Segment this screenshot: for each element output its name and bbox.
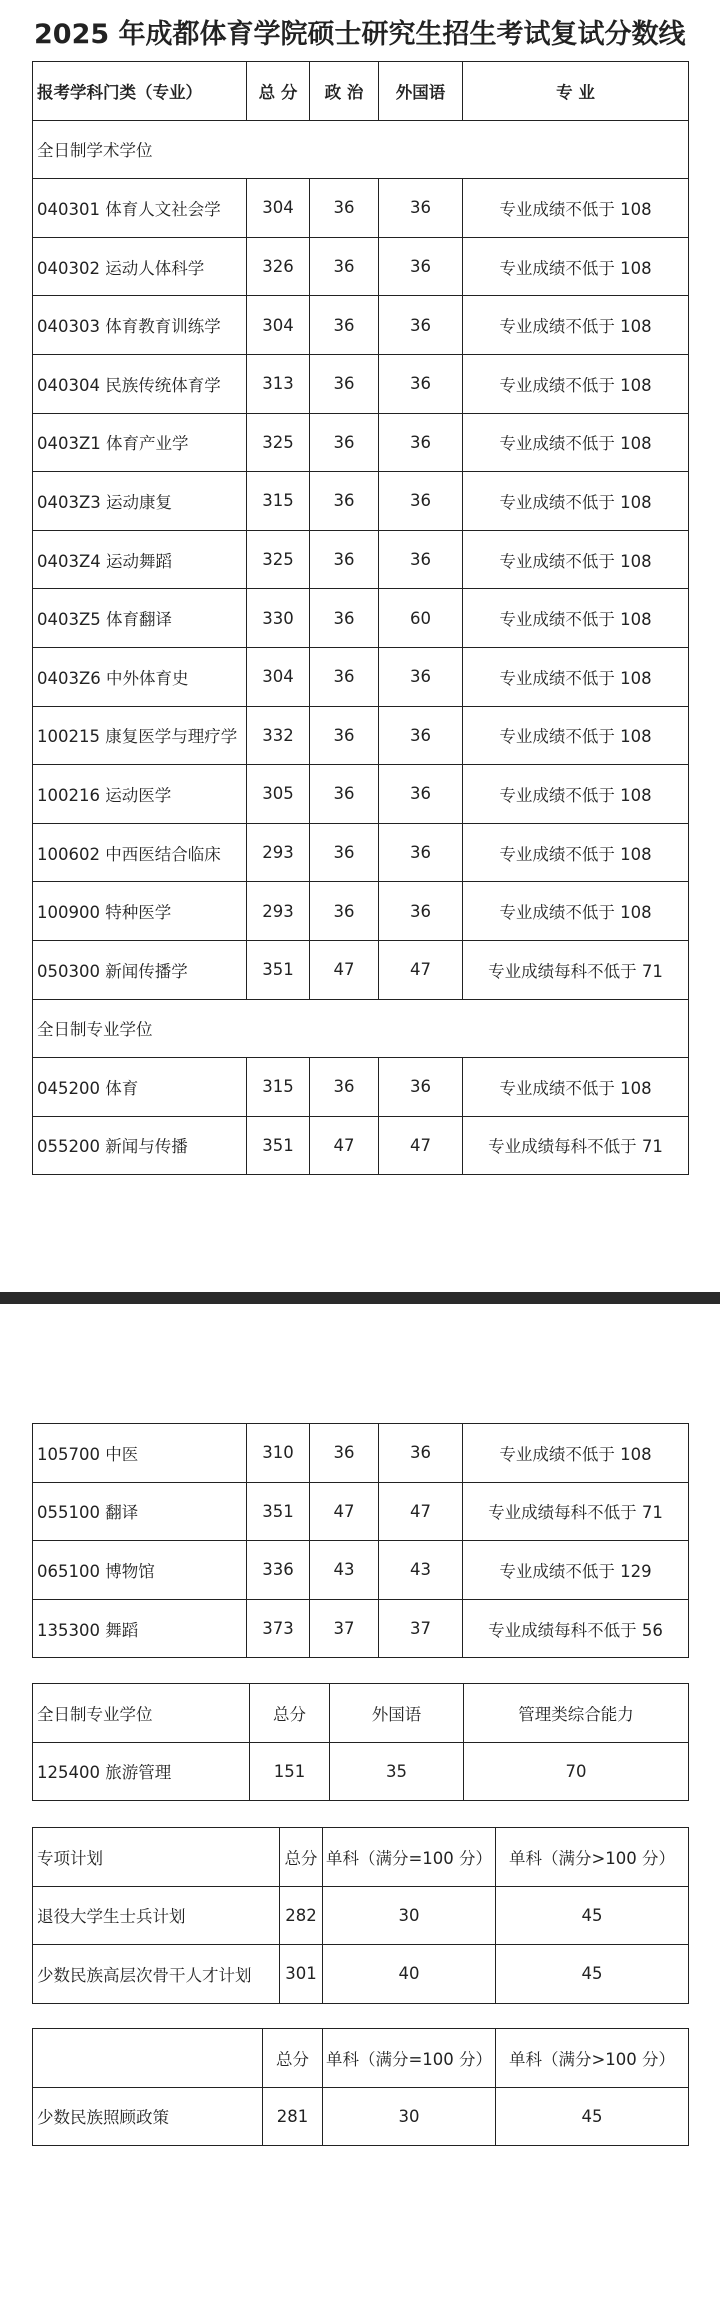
score-cell: 36: [379, 1058, 463, 1117]
score-cell: 36: [310, 823, 379, 882]
table-header-row: [33, 62, 689, 121]
program-name: 045200 体育: [33, 1058, 247, 1117]
table-row: [33, 940, 689, 999]
table-row: [33, 1058, 689, 1117]
score-cell: 36: [379, 647, 463, 706]
table-row: [33, 296, 689, 355]
table-row: [33, 1945, 689, 2004]
table-row: [33, 1886, 689, 1945]
program-name: 少数民族照顾政策: [33, 2087, 263, 2146]
column-header: 总 分: [247, 62, 310, 121]
column-header: 全日制专业学位: [33, 1684, 250, 1743]
score-cell: 专业成绩不低于 108: [463, 179, 689, 238]
program-name: 0403Z5 体育翻译: [33, 589, 247, 648]
column-header: 单科（满分=100 分）: [323, 2029, 496, 2088]
score-cell: 47: [379, 940, 463, 999]
score-cell: 专业成绩不低于 108: [463, 1058, 689, 1117]
program-name: 105700 中医: [33, 1424, 247, 1483]
table-row: [33, 354, 689, 413]
table-header-row: [33, 1828, 689, 1887]
column-header: 专项计划: [33, 1828, 280, 1887]
program-name: 0403Z6 中外体育史: [33, 647, 247, 706]
score-cell: 60: [379, 589, 463, 648]
score-cell: 专业成绩不低于 108: [463, 706, 689, 765]
table-row: [33, 823, 689, 882]
score-cell: 70: [464, 1742, 689, 1801]
score-cell: 36: [310, 1424, 379, 1483]
program-name: 0403Z1 体育产业学: [33, 413, 247, 472]
score-cell: 304: [247, 179, 310, 238]
program-name: 135300 舞蹈: [33, 1599, 247, 1658]
score-cell: 专业成绩不低于 108: [463, 589, 689, 648]
score-cell: 30: [323, 1886, 496, 1945]
score-cell: 293: [247, 882, 310, 941]
table-row: [33, 1482, 689, 1541]
table-row: [33, 472, 689, 531]
score-cell: 36: [379, 237, 463, 296]
score-cell: 45: [496, 1886, 689, 1945]
score-cell: 专业成绩不低于 108: [463, 296, 689, 355]
score-cell: 313: [247, 354, 310, 413]
score-cell: 36: [379, 354, 463, 413]
program-name: 100216 运动医学: [33, 765, 247, 824]
column-header: 总分: [250, 1684, 330, 1743]
score-cell: 36: [379, 413, 463, 472]
score-cell: 330: [247, 589, 310, 648]
program-name: 退役大学生士兵计划: [33, 1886, 280, 1945]
score-cell: 304: [247, 296, 310, 355]
score-cell: 专业成绩不低于 108: [463, 823, 689, 882]
score-cell: 36: [379, 1424, 463, 1483]
program-name: 100215 康复医学与理疗学: [33, 706, 247, 765]
table-row: [33, 530, 689, 589]
score-cell: 47: [310, 1116, 379, 1175]
program-name: 065100 博物馆: [33, 1541, 247, 1600]
score-cell: 36: [379, 706, 463, 765]
score-cell: 36: [310, 472, 379, 531]
score-cell: 315: [247, 1058, 310, 1117]
score-table-main: [32, 61, 689, 1175]
score-cell: 43: [379, 1541, 463, 1600]
score-cell: 305: [247, 765, 310, 824]
section-row: [33, 120, 689, 179]
column-header: 外国语: [379, 62, 463, 121]
score-cell: 36: [310, 179, 379, 238]
score-cell: 专业成绩每科不低于 71: [463, 1482, 689, 1541]
table-row: [33, 589, 689, 648]
score-cell: 专业成绩每科不低于 71: [463, 1116, 689, 1175]
score-cell: 325: [247, 413, 310, 472]
score-cell: 36: [310, 354, 379, 413]
score-cell: 专业成绩不低于 108: [463, 882, 689, 941]
score-cell: 151: [250, 1742, 330, 1801]
tourism-management-table: [32, 1683, 689, 1801]
minority-policy-table: [32, 2028, 689, 2146]
score-cell: 36: [379, 823, 463, 882]
score-cell: 专业成绩不低于 108: [463, 647, 689, 706]
program-name: 040303 体育教育训练学: [33, 296, 247, 355]
column-header: 专 业: [463, 62, 689, 121]
table-row: [33, 647, 689, 706]
table-header-row: [33, 1684, 689, 1743]
score-cell: 40: [323, 1945, 496, 2004]
score-cell: 293: [247, 823, 310, 882]
section-row: [33, 999, 689, 1058]
table-row: [33, 1599, 689, 1658]
table-row: [33, 1742, 689, 1801]
score-cell: 专业成绩不低于 108: [463, 354, 689, 413]
score-cell: 326: [247, 237, 310, 296]
score-cell: 专业成绩不低于 108: [463, 765, 689, 824]
score-cell: 351: [247, 1116, 310, 1175]
score-cell: 36: [310, 882, 379, 941]
score-cell: 325: [247, 530, 310, 589]
score-cell: 36: [310, 647, 379, 706]
column-header: 单科（满分>100 分）: [496, 2029, 689, 2088]
special-plan-table: [32, 1827, 689, 2004]
score-cell: 301: [280, 1945, 323, 2004]
score-cell: 37: [310, 1599, 379, 1658]
score-cell: 47: [310, 940, 379, 999]
score-cell: 35: [330, 1742, 464, 1801]
score-cell: 37: [379, 1599, 463, 1658]
score-cell: 45: [496, 1945, 689, 2004]
page-title: 2025 年成都体育学院硕士研究生招生考试复试分数线: [34, 19, 686, 50]
score-cell: 36: [379, 882, 463, 941]
program-name: 0403Z4 运动舞蹈: [33, 530, 247, 589]
score-cell: 36: [310, 530, 379, 589]
table-row: [33, 179, 689, 238]
score-cell: 专业成绩每科不低于 71: [463, 940, 689, 999]
table-row: [33, 706, 689, 765]
table-row: [33, 1116, 689, 1175]
score-cell: 36: [310, 706, 379, 765]
score-cell: 281: [263, 2087, 323, 2146]
score-cell: 351: [247, 940, 310, 999]
score-cell: 36: [379, 179, 463, 238]
score-cell: 36: [310, 589, 379, 648]
program-name: 125400 旅游管理: [33, 1742, 250, 1801]
score-cell: 332: [247, 706, 310, 765]
column-header: 总分: [263, 2029, 323, 2088]
program-name: 055200 新闻与传播: [33, 1116, 247, 1175]
table-row: [33, 2087, 689, 2146]
table-row: [33, 237, 689, 296]
score-cell: 47: [310, 1482, 379, 1541]
program-name: 040304 民族传统体育学: [33, 354, 247, 413]
score-cell: 47: [379, 1116, 463, 1175]
column-header: 单科（满分>100 分）: [496, 1828, 689, 1887]
score-cell: 36: [310, 765, 379, 824]
score-cell: 36: [379, 472, 463, 531]
score-cell: 304: [247, 647, 310, 706]
table-row: [33, 882, 689, 941]
section-label: 全日制学术学位: [33, 120, 689, 179]
score-cell: 36: [310, 413, 379, 472]
column-header: 报考学科门类（专业）: [33, 62, 247, 121]
score-cell: 43: [310, 1541, 379, 1600]
score-cell: 36: [310, 237, 379, 296]
program-name: 0403Z3 运动康复: [33, 472, 247, 531]
table-row: [33, 1541, 689, 1600]
table-header-row: [33, 2029, 689, 2088]
score-cell: 315: [247, 472, 310, 531]
score-cell: 373: [247, 1599, 310, 1658]
score-cell: 310: [247, 1424, 310, 1483]
score-cell: 45: [496, 2087, 689, 2146]
program-name: 040302 运动人体科学: [33, 237, 247, 296]
score-cell: 专业成绩不低于 129: [463, 1541, 689, 1600]
program-name: 055100 翻译: [33, 1482, 247, 1541]
score-cell: 36: [379, 296, 463, 355]
program-name: 100602 中西医结合临床: [33, 823, 247, 882]
table-row: [33, 413, 689, 472]
program-name: 040301 体育人文社会学: [33, 179, 247, 238]
score-cell: 36: [310, 1058, 379, 1117]
column-header: 总分: [280, 1828, 323, 1887]
score-cell: 36: [310, 296, 379, 355]
column-header: [33, 2029, 263, 2088]
score-cell: 36: [379, 530, 463, 589]
score-cell: 专业成绩不低于 108: [463, 530, 689, 589]
table-row: [33, 1424, 689, 1483]
score-table-continued: [32, 1423, 689, 1658]
column-header: 外国语: [330, 1684, 464, 1743]
page-separator: [0, 1292, 720, 1304]
score-cell: 36: [379, 765, 463, 824]
score-cell: 专业成绩不低于 108: [463, 237, 689, 296]
score-cell: 282: [280, 1886, 323, 1945]
score-cell: 专业成绩不低于 108: [463, 472, 689, 531]
program-name: 050300 新闻传播学: [33, 940, 247, 999]
score-cell: 专业成绩不低于 108: [463, 413, 689, 472]
score-cell: 专业成绩不低于 108: [463, 1424, 689, 1483]
score-cell: 351: [247, 1482, 310, 1541]
column-header: 管理类综合能力: [464, 1684, 689, 1743]
section-label: 全日制专业学位: [33, 999, 689, 1058]
table-row: [33, 765, 689, 824]
column-header: 政 治: [310, 62, 379, 121]
score-cell: 336: [247, 1541, 310, 1600]
score-cell: 专业成绩每科不低于 56: [463, 1599, 689, 1658]
score-cell: 30: [323, 2087, 496, 2146]
score-cell: 47: [379, 1482, 463, 1541]
program-name: 少数民族高层次骨干人才计划: [33, 1945, 280, 2004]
program-name: 100900 特种医学: [33, 882, 247, 941]
column-header: 单科（满分=100 分）: [323, 1828, 496, 1887]
